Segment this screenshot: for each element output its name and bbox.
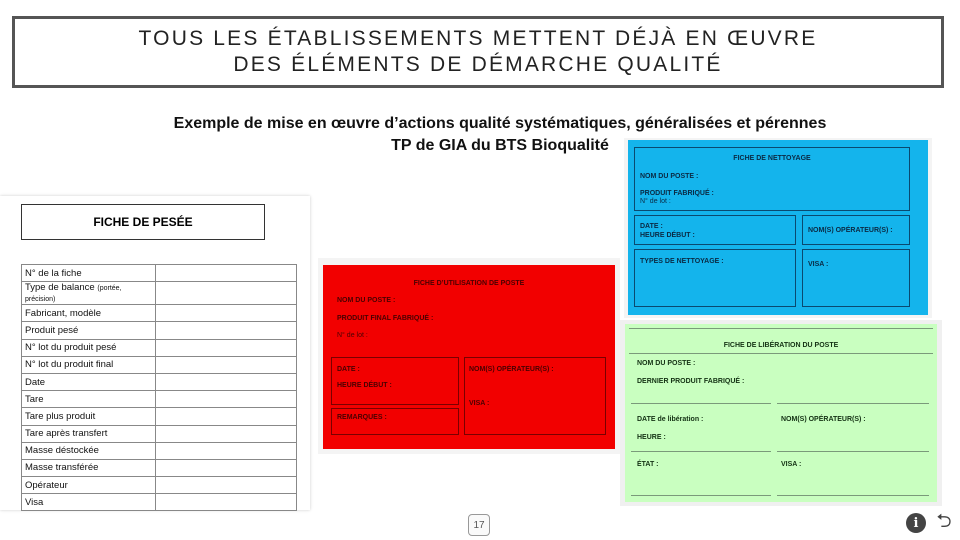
nettoyage-types: TYPES DE NETTOYAGE : (640, 258, 724, 265)
pesee-row-label (22, 282, 156, 305)
pesee-row-label-text: Fabricant, modèle (25, 307, 102, 319)
pesee-row-value (156, 322, 297, 339)
liberation-line (629, 328, 933, 329)
utilisation-heading: FICHE D’UTILISATION DE POSTE (413, 280, 525, 287)
pesee-row (22, 425, 297, 442)
pesee-row-value (156, 265, 297, 282)
utilisation-date-box (331, 357, 459, 405)
liberation-heading: FICHE DE LIBÉRATION DU POSTE (723, 342, 839, 349)
utilisation-nom-poste: NOM DU POSTE : (337, 297, 396, 304)
pesee-row-label-text: Type de balance (25, 282, 95, 294)
liberation-line (777, 451, 929, 452)
pesee-row-label-text: N° lot du produit pesé (25, 342, 117, 354)
pesee-row-label-text: Opérateur (25, 479, 68, 491)
utilisation-operateurs: NOM(S) OPÉRATEUR(S) : (469, 366, 554, 373)
pesee-row-label-text: Date (25, 376, 46, 388)
fiche-liberation (625, 324, 937, 502)
liberation-date: DATE de libération : (637, 416, 704, 423)
utilisation-remarques: REMARQUES : (337, 414, 387, 421)
pesee-row-label (22, 442, 156, 459)
pesee-row (22, 373, 297, 390)
pesee-row-label (22, 477, 156, 494)
pesee-row-value (156, 339, 297, 356)
pesee-row-value (156, 408, 297, 425)
pesee-row-label-text: Masse déstockée (25, 445, 99, 457)
subtitle-line-2: TP de GIA du BTS Bioqualité (391, 137, 609, 154)
nettoyage-visa: VISA : (808, 261, 829, 268)
subtitle-line-1: Exemple de mise en œuvre d’actions qualité systématiques, généralisées et pérennes (173, 115, 827, 132)
nettoyage-heure-debut: HEURE DÉBUT : (640, 232, 695, 239)
fiche-utilisation (323, 265, 615, 449)
liberation-line (629, 353, 933, 354)
fiche-pesee-heading: FICHE DE PESÉE (21, 204, 265, 240)
nettoyage-visa-box (802, 249, 910, 307)
pesee-row-value (156, 477, 297, 494)
liberation-visa: VISA : (781, 461, 802, 468)
utilisation-remarques-box (331, 408, 459, 435)
pesee-row-value (156, 425, 297, 442)
pesee-row-label (22, 339, 156, 356)
pesee-row-label (22, 459, 156, 476)
pesee-row (22, 356, 297, 373)
pesee-row (22, 442, 297, 459)
pesee-row (22, 339, 297, 356)
utilisation-lot: N° de lot : (337, 332, 368, 339)
pesee-row-label (22, 356, 156, 373)
liberation-line (777, 403, 929, 404)
pesee-row-value (156, 373, 297, 390)
pesee-row-label (22, 322, 156, 339)
pesee-row-value (156, 305, 297, 322)
liberation-nom-poste: NOM DU POSTE : (637, 360, 696, 367)
utilisation-date: DATE : (337, 366, 360, 373)
nettoyage-heading: FICHE DE NETTOYAGE (733, 155, 811, 162)
pesee-row-label-text: Tare après transfert (25, 428, 108, 440)
slide-title-box (12, 16, 944, 88)
liberation-operateurs: NOM(S) OPÉRATEUR(S) : (781, 416, 866, 423)
liberation-line (777, 495, 929, 496)
pesee-row (22, 459, 297, 476)
pesee-row-value (156, 282, 297, 305)
slide-title-line-1: TOUS LES ÉTABLISSEMENTS METTENT DÉJÀ EN ŒUVRE (138, 27, 818, 50)
pesee-row-label (22, 408, 156, 425)
pesee-row (22, 494, 297, 511)
liberation-etat: ÉTAT : (637, 461, 659, 468)
pesee-row (22, 282, 297, 305)
fiche-nettoyage (628, 140, 928, 315)
pesee-row-label-text: Tare plus produit (25, 410, 96, 422)
liberation-dernier-produit: DERNIER PRODUIT FABRIQUÉ : (637, 378, 745, 385)
pesee-row (22, 265, 297, 282)
pesee-row-value (156, 494, 297, 511)
liberation-line (631, 451, 771, 452)
nettoyage-lot: N° de lot : (640, 198, 671, 205)
pesee-row (22, 391, 297, 408)
utilisation-visa: VISA : (469, 400, 490, 407)
nettoyage-produit-fabrique: PRODUIT FABRIQUÉ : (640, 190, 714, 197)
pesee-row-value (156, 459, 297, 476)
utilisation-produit-final: PRODUIT FINAL FABRIQUÉ : (337, 315, 434, 322)
liberation-line (631, 403, 771, 404)
page-number: 17 (468, 514, 490, 536)
pesee-row-label (22, 305, 156, 322)
pesee-row-label-text: Produit pesé (25, 324, 79, 336)
pesee-row-value (156, 391, 297, 408)
info-icon[interactable]: i (906, 513, 926, 533)
pesee-row-value (156, 442, 297, 459)
back-arrow-icon[interactable]: ⮌ (936, 511, 952, 532)
slide-title-line-2: DES ÉLÉMENTS DE DÉMARCHE QUALITÉ (233, 53, 723, 76)
pesee-row-label-text: N° de la fiche (25, 267, 82, 279)
utilisation-heure-debut: HEURE DÉBUT : (337, 382, 392, 389)
fiche-pesee (0, 196, 310, 510)
nettoyage-operateurs: NOM(S) OPÉRATEUR(S) : (808, 227, 893, 234)
pesee-row-label (22, 425, 156, 442)
pesee-row-label (22, 265, 156, 282)
nettoyage-date-box (634, 215, 796, 245)
nettoyage-date: DATE : (640, 223, 663, 230)
pesee-row-label (22, 494, 156, 511)
fiche-pesee-table (21, 264, 297, 511)
nettoyage-nom-poste: NOM DU POSTE : (640, 173, 699, 180)
pesee-row-note: (portée, précision) (25, 285, 122, 304)
pesee-row-label (22, 391, 156, 408)
pesee-row (22, 477, 297, 494)
pesee-row (22, 322, 297, 339)
liberation-line (631, 495, 771, 496)
pesee-row-label-text: N° lot du produit final (25, 359, 114, 371)
pesee-row-label-text: Masse transférée (25, 462, 99, 474)
pesee-row-label (22, 373, 156, 390)
pesee-row (22, 305, 297, 322)
pesee-row-label-text: Visa (25, 496, 44, 508)
liberation-heure: HEURE : (637, 434, 666, 441)
pesee-row-value (156, 356, 297, 373)
pesee-row (22, 408, 297, 425)
pesee-row-label-text: Tare (25, 393, 44, 405)
